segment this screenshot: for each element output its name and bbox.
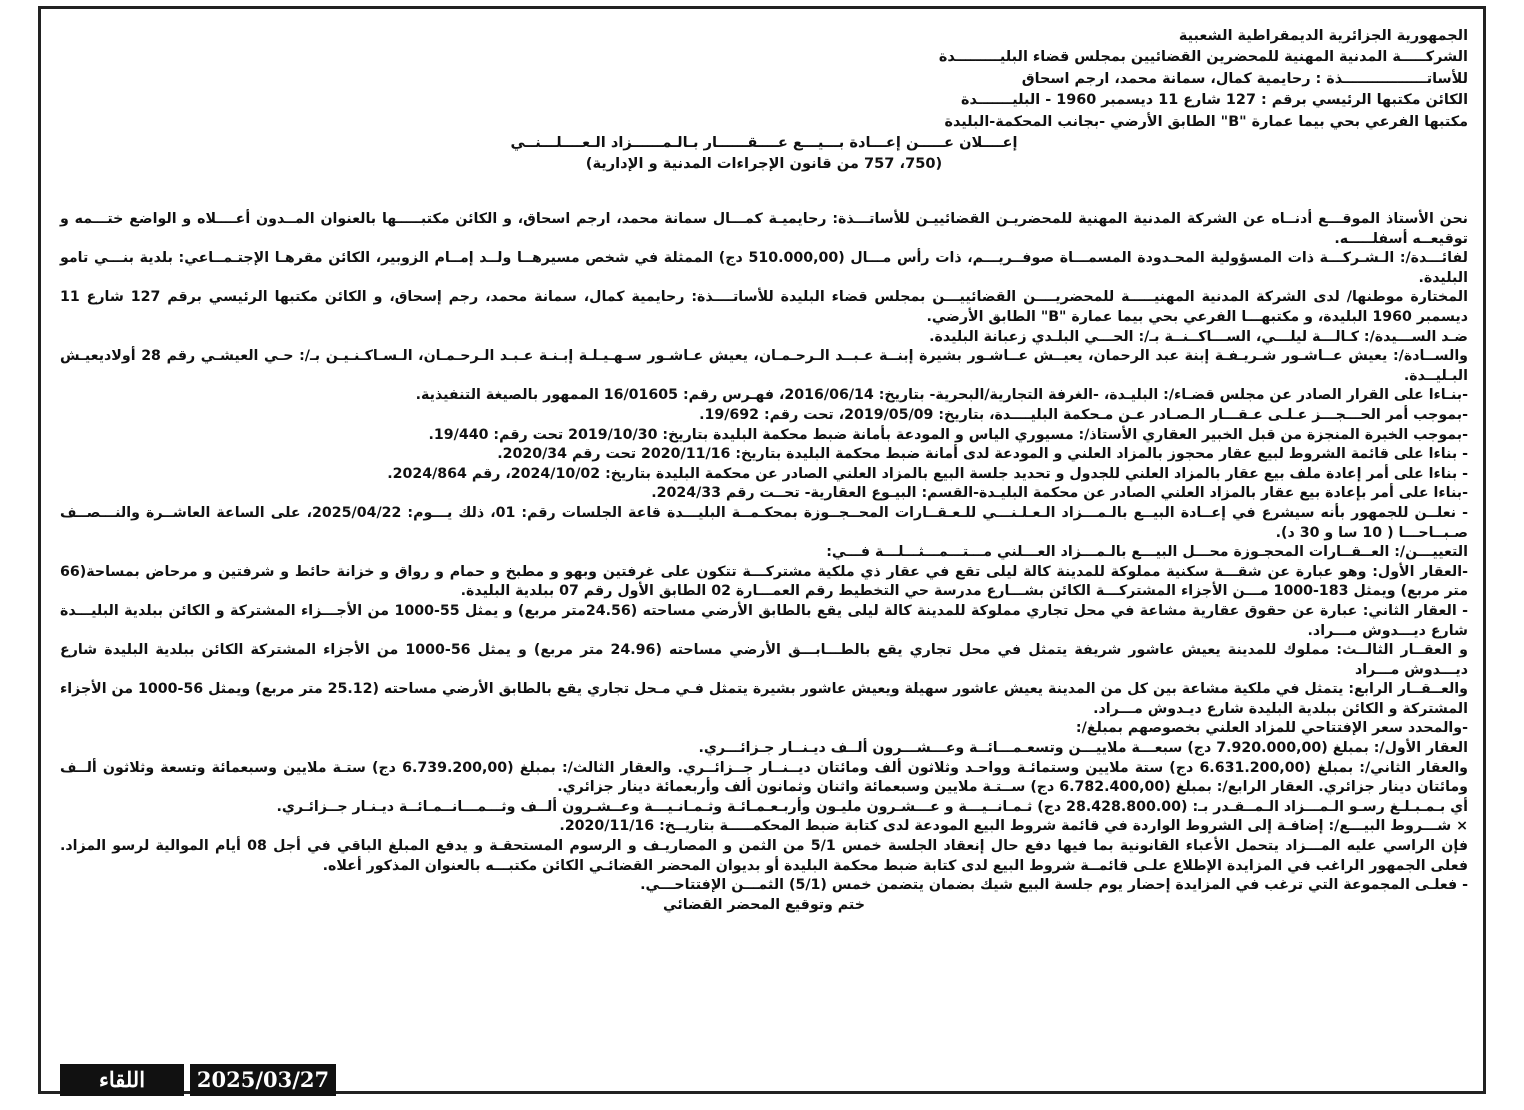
paragraph-property-2: - العقار الثاني: عبارة عن حقوق عقارية مشاعة في محل تجاري مملوكة للمدينة كالة ليلى يقع بالطابق الأرضي مساحته (24.56متر مربع) و يمثل 55-1000 من الأجـــزاء المشتركة و الكائن ببلدية البليـــدة شارع ديـــدوش مـــراد.	[60, 602, 1469, 639]
paragraph-elected-domicile: المختارة موطنها/ لدى الشركة المدنية المهنيـــــة للمحضريــــن القضائييـــن بمجلس قضاء البليدة للأساتــــذة: رحايمية كمال، سمانة محمد، رجم إسحاق، و الكائن مكتبها الرئيسي برقم 127 شارع 11 ديسمبر 1960 البليدة، و مكتبهـــا الفرعي بحي بيما عمارة "B" الطابق الأرضي.	[60, 289, 1468, 325]
paragraph-intro: نحن الأستاذ الموقـــع أدنــاه عن الشركة المدنية المهنية للمحضريـن القضائييـن للأساتـــذة: رحايميـة كمـــال سمانة محمد، ارجم اسحاق، و الكائن مكتبـــــها بالعنوان المــدون أعــــلاه و الواضع ختـــمه و توقيعــه أسفلـــــه.	[60, 211, 1468, 247]
paragraph-guarantee-check: - فعلـى المجموعة التي ترغب في المزايدة إحضار يوم جلسة البيع شيك بضمان يتضمن خمس (5/1) الثمـــن الإفتتاحـــي.	[640, 877, 1468, 894]
paragraph-seizure-order: -بموجب أمر الحـــجـــز عـلـى عـقـــار الـصـادر عـن مـحكمة البليــــدة، بتاريخ: 2019/05/09، تحت رقم: 19/692.	[699, 406, 1468, 423]
paragraph-conditions-list: - بناءا على قائمة الشروط لبيع عقار محجوز بالمزاد العلني و المودعة لدى أمانة ضبط محكمة البليدة بتاريخ: 2020/11/16 تحت رقم 2020/34.	[497, 446, 1468, 463]
header-branch-office: مكتبها الفرعي بحي بيما عمارة "B" الطابق الأرضي -بجانب المحكمة-البليدة	[944, 113, 1468, 130]
paragraph-defendants: والســادة/: يعيش عــاشـور شـريـفـة إبنة عبد الرحمان، يعيــش عــاشـور بشيرة إبنــة عـبــد الـرحـمـان، يعيش عـاشـور سـهـيـلـة إبـنـة عـبـد الـرحـمـان، الـسـاكـنـيـن بـ/: حـي العيشـي رقم 28 أولاديعيـش البـليــدة.	[60, 348, 1468, 384]
paragraph-against: ضـد الســـيدة/: كـالـــة ليلـــي، الســـاكــنــة بـ/: الحـــي البلـدي زعبانة البليدة.	[929, 328, 1468, 345]
paragraph-court-decision: -بنـاءا على القرار الصادر عن مجلس قضـاء/: البليـدة، -الغرفة التجارية/البحرية- بتاريخ: 2016/06/14، فهـرس رقم: 16/01605 الممهور بالصيغة التنفيذية.	[415, 387, 1468, 404]
newspaper-name: اللقاء	[60, 1064, 184, 1096]
paragraph-beneficiary: لفائـــدة/: الـشـركـــة ذات المسؤولية المحـدودة المسمـــاة صوفــريـــم، ذات رأس مـــال (510.000,00 دج) الممثلة في شخص مسيرهــا ولــد إمــام الزوبير، الكائن مقرهـا الإجتـمــاعي: بلدية بنـــي تامو البليدة.	[60, 250, 1468, 286]
paragraph-relisting-order: - بناءا على أمر إعادة ملف بيع عقار بالمزاد العلني للجدول و تحديد جلسة البيع بالمزاد العلني الصادر عن محكمة البليدة بتاريخ: 2024/10/02، رقم 2024/864.	[387, 465, 1468, 482]
paragraph-property-4: والعــقــار الرابع: يتمثل في ملكية مشاعة بين كل من المدينة يعيش عاشور سهيلة ويعيش عاشور بشيرة يتمثل فـي مـحل تجاري يقع بالطابق الأرضي مساحته (25.12 متر مربع) ويمثل 56-1000 من الأجزاء المشتركة و الكائن ببلدية البليدة شارع ديـدوش مـــراد.	[60, 681, 1468, 717]
paragraph-sale-conditions: × شـــروط البيـــع/: إضافـة إلى الشروط الواردة في قائمة شروط البيع المودعة لدى كتابة ضبط المحكمـــــة بتاريــخ: 2020/11/16.	[559, 818, 1468, 835]
notice-body	[60, 210, 1468, 915]
signature-line: ختم وتوقيع المحضر القضائي	[663, 896, 865, 913]
paragraph-auction-date: - نعلــن للجمهور بأنه سيشرع في إعــادة البيــع بالـمـــزاد الـعـلـنـــي للـعـقــارات المحــجــوزة بمحكـمــة البليـــدة قاعة الجلسات رقم: 01، ذلك يـــوم: 2025/04/22، على الساعة العاشــرة والنـــصــف صـبــاحـــا ( 10 سا و 30 د).	[60, 504, 1468, 541]
header-country: الجمهورية الجزائرية الديمقراطية الشعبية	[1178, 28, 1468, 44]
spacer	[60, 174, 1468, 210]
notice-legal-reference: (750، 757 من قانون الإجراءات المدنية و الإدارية)	[585, 154, 943, 172]
paragraph-property-3: و العقــار الثالــث: مملوك للمدينة يعيش عاشور شريفة يتمثل في محل تجاري يقع بالطـــابـــق الأرضي مساحته (24.96 متر مربع) و يمثل 56-1000 من الأجزاء المشتركة الكائن ببلدية البليدة شارع ديـــدوش مـــراد	[60, 642, 1468, 678]
header-bailiffs: للأساتـــــــــــــــــذة : رحايمية كمال، سمانة محمد، ارجم اسحاق	[1021, 70, 1468, 87]
paragraph-prices-2-4: والعقار الثاني/: بمبلغ (6.631.200,00 دج) ستة ملايين وستمائـة وواحـد وثلاثون ألف ومائتان ديــنــار جــزائــري. والعقار الثالث/: بمبلغ (6.739.200,00 دج) ستـة ملايين وسبعمائة وتسعة وثلاثون ألــف ومائتان دينار جزائري. العقار الرابع/: بمبلغ (6.782.400,00 دج) ســتـة ملايين وسبعمائة واثنان وثمانون ألف وأربعمائة دينار جزائري.	[60, 759, 1469, 796]
paragraph-buyer-obligations: فإن الراسي عليه المـــزاد يتحمل الأعباء القانونية بما فيها دفع حال إنعقاد الجلسة خمس 5/1 من الثمن و المصاريـف و الرسوم المستحقـة و يدفع المبلغ الباقي في أجل 08 أيام الموالية لرسو المزاد. فعلى الجمهور الراغب في المزايدة الإطلاع علـى قائمــة شروط البيع لدى كتابة ضبط محكمة البليدة أو بديوان المحضر القضائـي الكائن مكتبـــه بالعنوان المذكور أعلاه.	[60, 838, 1469, 874]
paragraph-designation: التعييـــن/: العــقــارات المحجـوزة محـــل البيـــع بالـمـــزاد العـــلني مـــتـــمـــثـــلـــة فـــي:	[826, 544, 1468, 561]
paragraph-expertise: -بموجب الخبرة المنجزة من قبل الخبير العقاري الأستاذ/: مسيوري الياس و المودعة بأمانة ضبط محكمة البليدة بتاريخ: 2019/10/30 تحت رقم: 19/440.	[428, 426, 1468, 443]
paragraph-price-1: العقار الأول/: بمبلغ (7.920.000,00 دج) سبعـــة ملاييـــن وتسعـمـــائــة وعـــشـــرون ألــف ديـنــار جـزائـــري.	[698, 740, 1468, 757]
paragraph-total-price: أي بـمـبـلـغ رسـو الـمـــزاد الـمــقـدر بـ: (28.428.800.00 دج) ثـمـانــيـــة و عـــشـرون مليـون وأربـعـمـائـة وثـمـانـيـــة وعــشـرون ألــف وثـــمـــانــمـائــة ديـنـار جــزائـري.	[276, 798, 1468, 815]
paragraph-property-1: -العقار الأول: وهو عبارة عن شقـــة سكنية مملوكة للمدينة كالة ليلى تقع في عقار ذي ملكية مشتركـــة تتكون على غرفتين وبهو و مطبخ و حمام و رواق و خزانة حائط و شرفتين و مرحاض بمساحة(66 متر مربع) ويمثل 183-1000 مـــن الأجزاء المشتركـــة الكائن بشـــارع مدرسة حي التخطيط رقم العمـــارة 02 الطابق الأول رقم 07 ببلدية البليدة.	[60, 563, 1468, 600]
header-company: الشركـــــة المدنية المهنية للمحضرين القضائيين بمجلس قضاء البليـــــــــدة	[938, 49, 1468, 66]
legal-notice	[60, 26, 1468, 1066]
publication-date: 2025/03/27	[190, 1064, 336, 1096]
header-main-office: الكائن مكتبها الرئيسي برقم : 127 شارع 11 ديسمبر 1960 - البليـــــــدة	[960, 92, 1468, 109]
notice-title: إعــــلان عـــــن إعـــادة بـــيـــع عــــقــــــار بـالـمــــــزاد الـعــــلـــنــي	[510, 134, 1018, 152]
paragraph-resale-order: -بناءا على أمر بإعادة بيع عقار بالمزاد العلني الصادر عن محكمة البليـدة-القسم: البيـوع العقارية- تحــت رقم 2024/33.	[651, 485, 1468, 502]
paragraph-opening-price: -والمحدد سعر الإفتتاحي للمزاد العلني بخصوصهم بمبلغ/:	[1075, 720, 1468, 737]
